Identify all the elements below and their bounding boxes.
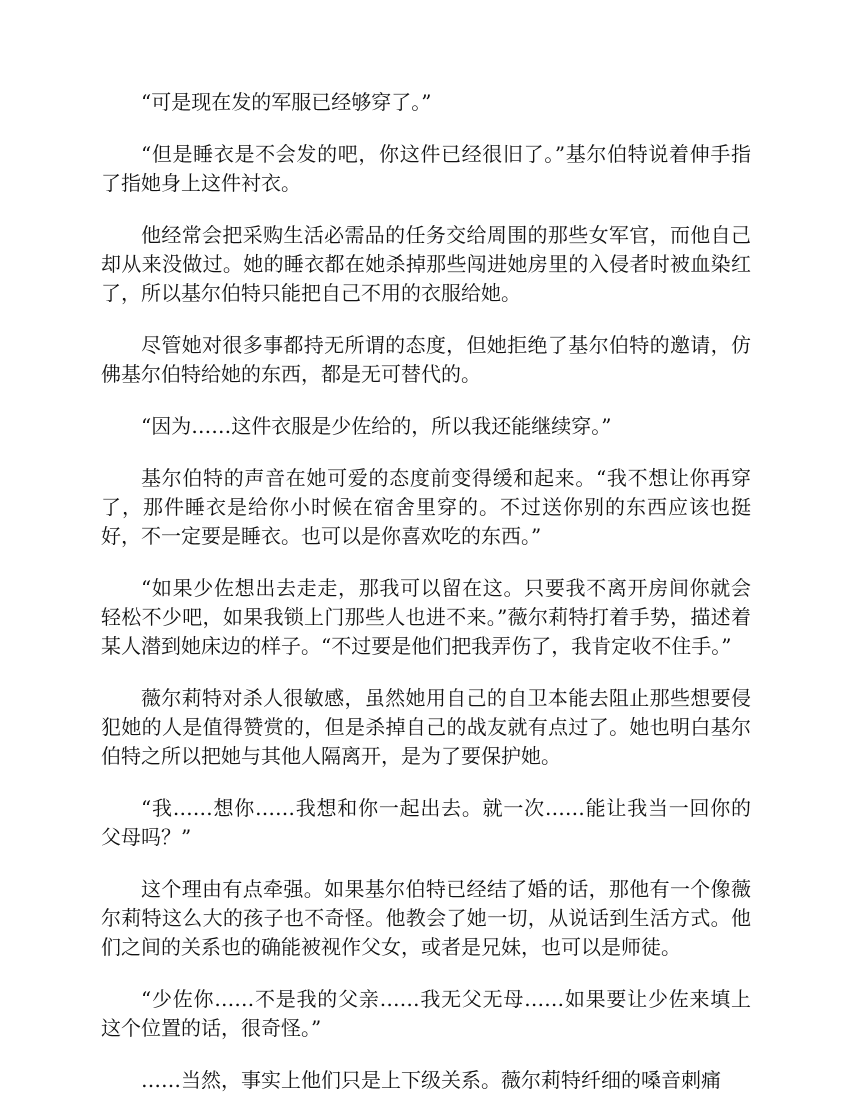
paragraph-12: ……当然，事实上他们只是上下级关系。薇尔莉特纤细的嗓音刺痛: [141, 1068, 721, 1092]
paragraph-1: “可是现在发的军服已经够穿了。”: [141, 90, 432, 114]
paragraph-7: “如果少佐想出去走走，那我可以留在这。只要我不离开房间你就会轻松不少吧，如果我锁上门那些人也进不来。”薇尔莉特打着手势，描述着某人潜到她床边的样子。“不过要是他们把我弄伤了，我肯定收不住手。”: [101, 576, 751, 658]
paragraph-6: 基尔伯特的声音在她可爱的态度前变得缓和起来。“我不想让你再穿了，那件睡衣是给你小时候在宿舍里穿的。不过送你别的东西应该也挺好，不一定要是睡衣。也可以是你喜欢吃的东西。”: [101, 466, 751, 548]
paragraph-9: “我……想你……我想和你一起出去。就一次……能让我当一回你的父母吗？”: [101, 796, 751, 849]
paragraph-3: 他经常会把采购生活必需品的任务交给周围的那些女军官，而他自己却从来没做过。她的睡衣都在她杀掉那些闯进她房里的入侵者时被血染红了，所以基尔伯特只能把自己不用的衣服给她。: [101, 223, 751, 305]
paragraph-11: “少佐你……不是我的父亲……我无父无母……如果要让少佐来填上这个位置的话，很奇怪。”: [101, 987, 751, 1040]
paragraph-10: 这个理由有点牵强。如果基尔伯特已经结了婚的话，那他有一个像薇尔莉特这么大的孩子也不奇怪。他教会了她一切，从说话到生活方式。他们之间的关系也的确能被视作父女，或者是兄妹，也可以是师徒。: [101, 877, 751, 959]
document-page: [101, 88, 751, 1118]
paragraph-5: “因为……这件衣服是少佐给的，所以我还能继续穿。”: [141, 414, 612, 438]
paragraph-4: 尽管她对很多事都持无所谓的态度，但她拒绝了基尔伯特的邀请，仿佛基尔伯特给她的东西，都是无可替代的。: [101, 333, 751, 386]
paragraph-2: “但是睡衣是不会发的吧，你这件已经很旧了。”基尔伯特说着伸手指了指她身上这件衬衣。: [101, 142, 751, 195]
paragraph-8: 薇尔莉特对杀人很敏感，虽然她用自己的自卫本能去阻止那些想要侵犯她的人是值得赞赏的，但是杀掉自己的战友就有点过了。她也明白基尔伯特之所以把她与其他人隔离开，是为了要保护她。: [101, 686, 751, 768]
